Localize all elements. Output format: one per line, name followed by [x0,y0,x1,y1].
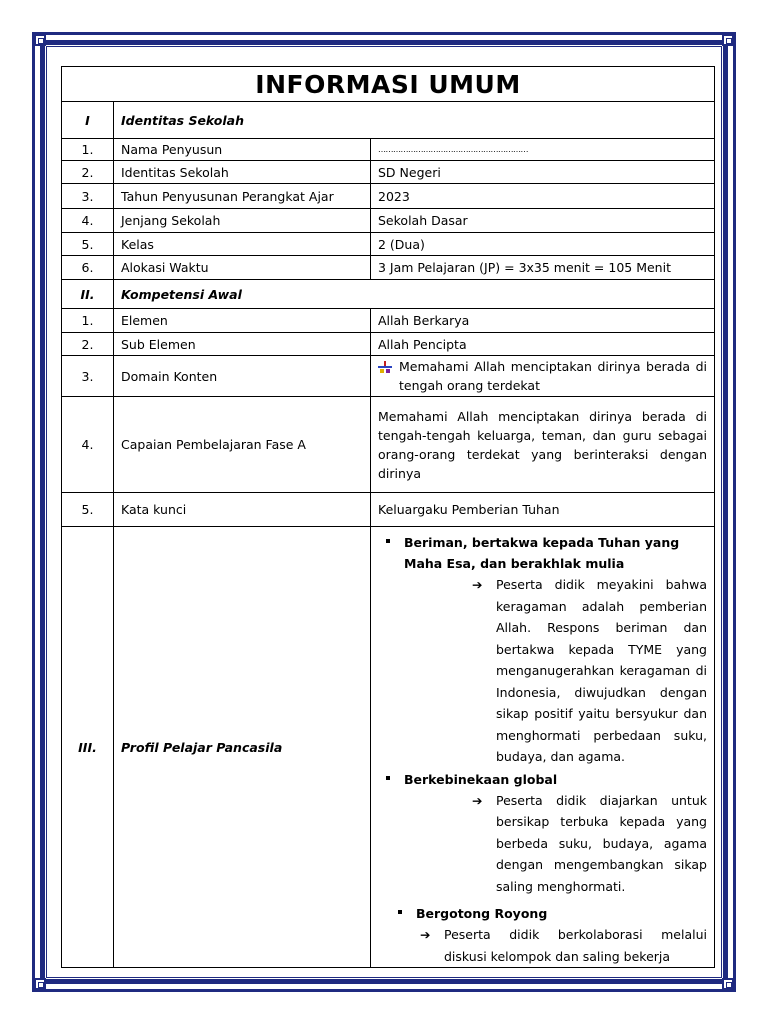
row-label: Jenjang Sekolah [114,209,371,233]
corner-ornament [34,978,46,990]
profile-item-text: Peserta didik diajarkan untuk bersikap terbuka kepada yang berbeda suku, budaya, agama dengan mengembangkan sikap saling menghormati. [496,792,707,894]
corner-ornament [722,978,734,990]
info-table [61,66,715,968]
profile-item-detail [420,924,707,967]
row-value: 2023 [371,184,715,209]
section-header [62,280,715,309]
square-bullet-icon [386,776,390,780]
row-label: Kelas [114,233,371,256]
arrow-right-icon: ➔ [420,927,431,942]
profile-item [378,903,707,967]
row-value: Allah Pencipta [371,333,715,356]
row-value: Memahami Allah menciptakan dirinya berada di tengah-tengah keluarga, teman, dan guru sebagai orang-orang terdekat yang berinteraksi dengan dirinya [371,397,715,493]
profile-item-detail [472,574,707,768]
profile-list-cell [371,527,715,968]
row-value-text: Memahami Allah menciptakan dirinya berada di tengah orang terdekat [399,359,707,393]
row-label: Alokasi Waktu [114,256,371,280]
profile-item-heading: Berkebinekaan global [404,771,558,787]
section-label: Kompetensi Awal [114,280,715,309]
section-number: III. [62,527,114,968]
section-number: I [62,102,114,139]
table-row [62,209,715,233]
table-row [62,139,715,161]
profile-item-text: Peserta didik berkolaborasi melalui diskusi kelompok dan saling bekerja [444,927,707,964]
row-label: Sub Elemen [114,333,371,356]
row-value [371,356,715,397]
table-row [62,333,715,356]
row-value: Sekolah Dasar [371,209,715,233]
row-number: 1. [62,309,114,333]
row-label: Tahun Penyusunan Perangkat Ajar [114,184,371,209]
row-value: 3 Jam Pelajaran (JP) = 3x35 menit = 105 Menit [371,256,715,280]
row-label: Kata kunci [114,493,371,527]
table-row [62,161,715,184]
section-row [62,527,715,968]
profile-item-heading: Beriman, bertakwa kepada Tuhan yang Maha Esa, dan berakhlak mulia [404,535,680,571]
profile-item-text: Peserta didik meyakini bahwa keragaman adalah pemberian Allah. Respons beriman dan bertakwa kepada TYME yang menganugerahkan keragaman di Indonesia, diwujudkan dengan sikap positif yaitu bersyukur dan menghormati perbedaan suku, budaya, dan agama. [496,577,707,764]
row-number: 3. [62,356,114,397]
corner-ornament [34,34,46,46]
section-label: Identitas Sekolah [114,102,715,139]
row-number: 2. [62,161,114,184]
table-row [62,256,715,280]
checkmark-bullet-icon [378,360,392,372]
table-row [62,184,715,209]
row-label: Capaian Pembelajaran Fase A [114,397,371,493]
row-number: 2. [62,333,114,356]
table-row [62,309,715,333]
page-title: INFORMASI UMUM [62,67,715,102]
table-row [62,356,715,397]
row-label: Identitas Sekolah [114,161,371,184]
section-number: II. [62,280,114,309]
row-number: 5. [62,493,114,527]
profile-item-heading: Bergotong Royong [416,906,548,921]
profile-list [378,532,707,967]
table-row [62,233,715,256]
square-bullet-icon [398,910,402,914]
square-bullet-icon [386,539,390,543]
profile-item [378,532,707,768]
row-number: 4. [62,397,114,493]
row-number: 1. [62,139,114,161]
row-number: 3. [62,184,114,209]
profile-item-detail [472,790,707,898]
row-value: SD Negeri [371,161,715,184]
arrow-right-icon: ➔ [472,577,483,592]
title-row [62,67,715,102]
row-value: …………………………………………………… [371,139,715,161]
section-header [62,102,715,139]
arrow-right-icon: ➔ [472,792,483,808]
row-label: Elemen [114,309,371,333]
row-number: 6. [62,256,114,280]
row-label: Domain Konten [114,356,371,397]
profile-item [378,769,707,898]
row-value: Keluargaku Pemberian Tuhan [371,493,715,527]
row-value: 2 (Dua) [371,233,715,256]
corner-ornament [722,34,734,46]
table-row [62,493,715,527]
row-value: Allah Berkarya [371,309,715,333]
row-number: 5. [62,233,114,256]
row-number: 4. [62,209,114,233]
row-label: Nama Penyusun [114,139,371,161]
table-row [62,397,715,493]
section-label: Profil Pelajar Pancasila [114,527,371,968]
